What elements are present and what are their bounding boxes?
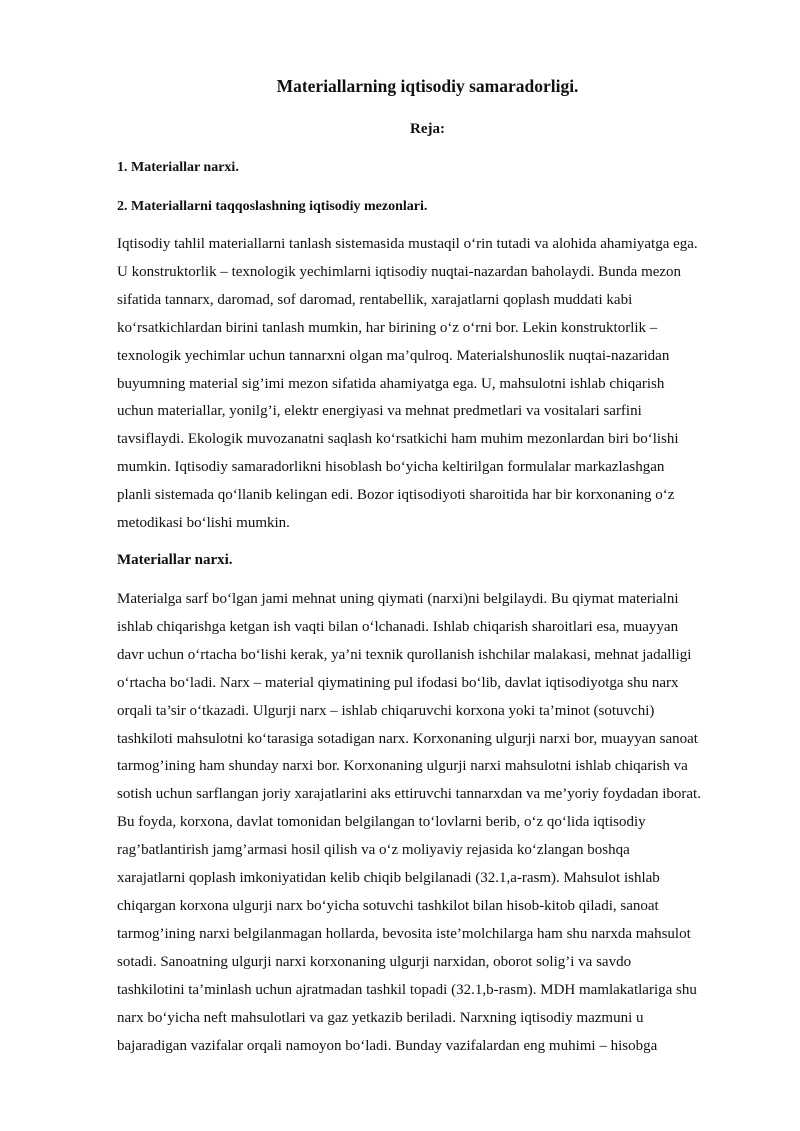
text-line: bajaradigan vazifalar orqali namoyon bo‘ladi. Bunday vazifalardan eng muhimi – hisobga <box>117 1037 658 1054</box>
plan-heading: Reja: <box>410 121 445 137</box>
section-heading: Materiallar narxi. <box>117 552 233 568</box>
text-line: orqali ta’sir o‘tkazadi. Ulgurji narx – ishlab chiqaruvchi korxona yoki ta’minot (sotuvchi) <box>117 702 655 719</box>
document-title: Materiallarning iqtisodiy samaradorligi. <box>276 76 579 96</box>
text-line: rag’batlantirish jamg’armasi hosil qilish va o‘z moliyaviy rejasida ko‘zlangan boshqa <box>117 842 630 859</box>
text-line: tarmog’ining narxi belgilanmagan hollarda, bevosita iste’molchilarga ham shu narxda mahsulot <box>117 925 691 942</box>
plan-item-1: 1. Materiallar narxi. <box>117 160 239 175</box>
text-line: sotadi. Sanoatning ulgurji narxi korxonaning ulgurji narxidan, oborot solig’i va savdo <box>117 953 632 970</box>
text-line: ishlab chiqarishga ketgan ish vaqti bilan o‘lchanadi. Ishlab chiqarish sharoitlari esa, muayyan <box>117 618 679 635</box>
text-line: sifatida tannarx, daromad, sof daromad, rentabellik, xarajatlarni qoplash muddati kabi <box>117 291 633 308</box>
text-line: davr uchun o‘rtacha bo‘lishi kerak, ya’ni texnik qurollanish ishchilar malakasi, mehnat jadalligi <box>117 646 692 663</box>
plan-item-2: 2. Materiallarni taqqoslashning iqtisodiy mezonlari. <box>117 199 428 214</box>
text-line: Iqtisodiy tahlil materiallarni tanlash sistemasida mustaqil o‘rin tutadi va alohida ahamiyatga ega. <box>117 236 698 252</box>
text-line: tashkilotini ta’minlash uchun ajratmadan tashkil topadi (32.1,b-rasm). MDH mamlakatlariga shu <box>117 981 697 998</box>
text-line: metodikasi bo‘lishi mumkin. <box>117 515 290 532</box>
section-paragraph <box>117 586 749 1060</box>
text-line: texnologik yechimlar uchun tannarxni olgan ma’qulroq. Materialshunoslik nuqtai-nazaridan <box>117 347 670 364</box>
text-line: tashkiloti mahsulotni ko‘tarasiga sotadigan narx. Korxonaning ulgurji narxi bor, muayyan sanoat <box>117 730 698 747</box>
text-line: planli sistemada qo‘llanib kelingan edi. Bozor iqtisodiyoti sharoitida har bir korxonaning o‘z <box>117 487 675 504</box>
text-line: xarajatlarni qoplash imkoniyatidan kelib chiqib belgilanadi (32.1,a-rasm). Mahsulot ishlab <box>117 870 660 887</box>
text-line: narx bo‘yicha neft mahsulotlari va gaz yetkazib beriladi. Narxning iqtisodiy mazmuni u <box>117 1009 644 1026</box>
text-line: tavsiflaydi. Ekologik muvozanatni saqlash ko‘rsatkichi ham muhim mezonlardan biri bo‘lishi <box>117 431 679 448</box>
text-line: o‘rtacha bo‘ladi. Narx – material qiymatining pul ifodasi bo‘lib, davlat iqtisodiyotga shu narx <box>117 674 679 691</box>
text-line: mumkin. Iqtisodiy samaradorlikni hisoblash bo‘yicha keltirilgan formulalar markazlashgan <box>117 459 665 476</box>
text-line: buyumning material sig’imi mezon sifatida ahamiyatga ega. U, mahsulotni ishlab chiqarish <box>117 375 665 392</box>
text-line: Bu foyda, korxona, davlat tomonidan belgilangan to‘lovlarni berib, o‘z qo‘lida iqtisodiy <box>117 814 646 831</box>
text-line: tarmog’ining ham shunday narxi bor. Korxonaning ulgurji narxi mahsulotni ishlab chiqarish va <box>117 758 688 775</box>
text-line: U konstruktorlik – texnologik yechimlarni iqtisodiy nuqtai-nazardan baholaydi. Bunda mezon <box>117 263 682 280</box>
intro-paragraph <box>117 231 749 538</box>
text-line: ko‘rsatkichlardan birini tanlash mumkin, har birining o‘z o‘rni bor. Lekin konstruktorlik – <box>117 319 658 336</box>
text-line: uchun materiallar, yonilg’i, elektr energiyasi va mehnat predmetlari va vositalari sarfini <box>117 403 642 420</box>
text-line: chiqargan korxona ulgurji narx bo‘yicha sotuvchi tashkilot bilan hisob-kitob qiladi, sanoat <box>117 897 659 914</box>
text-line: Materialga sarf bo‘lgan jami mehnat uning qiymati (narxi)ni belgilaydi. Bu qiymat materialni <box>117 591 679 607</box>
text-line: sotish uchun sarflangan joriy xarajatlarini aks ettiruvchi tannarxdan va me’yoriy foydadan iborat. <box>117 786 701 803</box>
